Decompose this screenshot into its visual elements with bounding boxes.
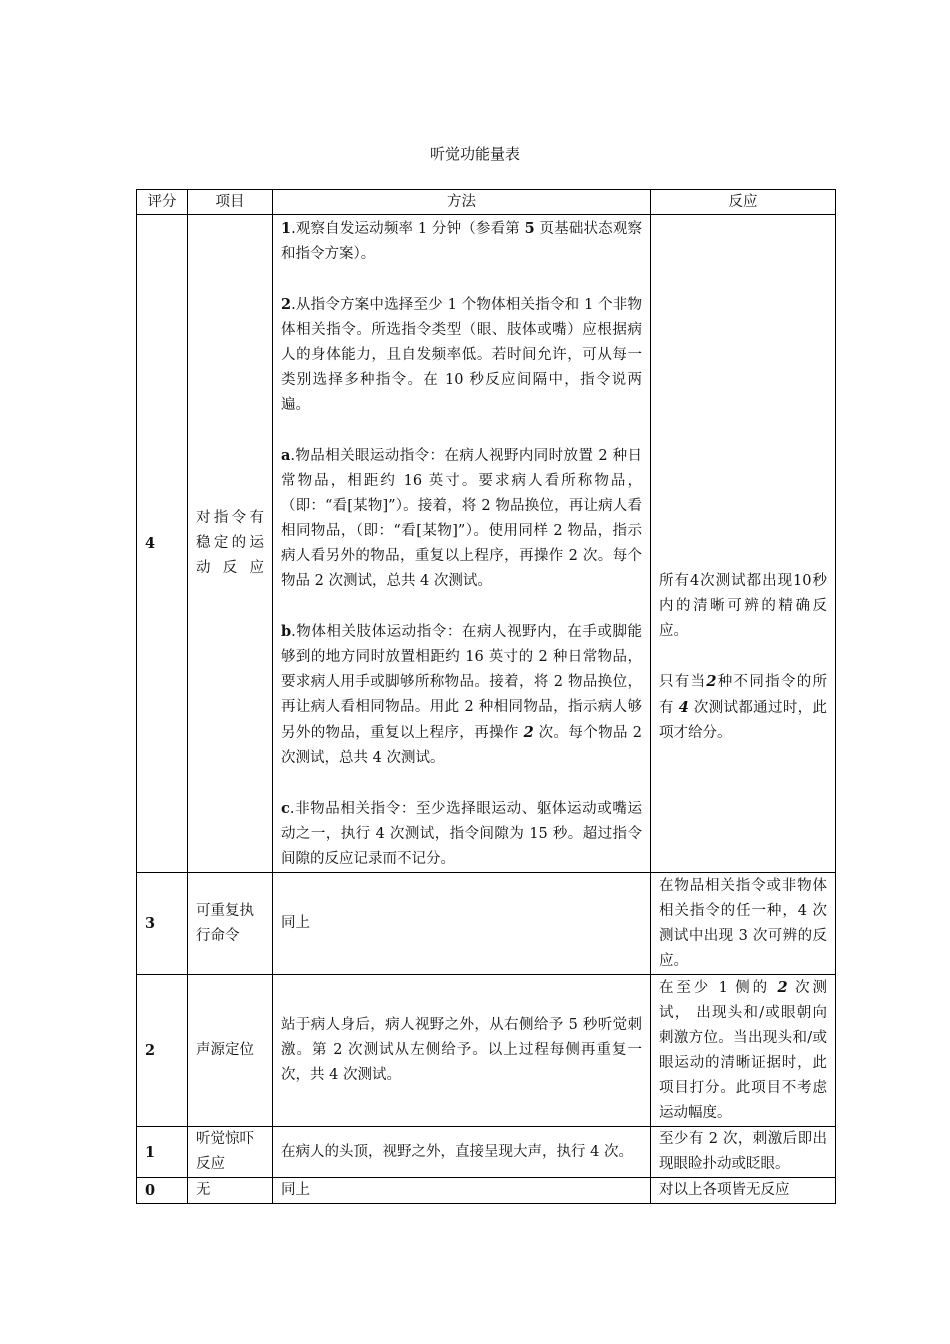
item-cell: 声源定位 (188, 975, 273, 1127)
item-cell: 听觉惊吓反应 (188, 1127, 273, 1178)
method-cell: 站于病人身后，病人视野之外，从右侧给予 5 秒听觉刺激。第 2 次测试从左侧给予。以上过程每侧再重复一次，共 4 次测试。 (273, 975, 651, 1127)
response-paragraph-1: 所有4次测试都出现10秒内的清晰可辨的精确反应。 (659, 572, 827, 639)
score-cell: 0 (137, 1178, 188, 1204)
item-cell: 无 (188, 1178, 273, 1204)
score-cell: 4 (137, 215, 188, 873)
page-title: 听觉功能量表 (429, 145, 520, 163)
header-score: 评分 (137, 190, 188, 215)
response-cell: 在物品相关指令或非物体相关指令的任一种，4 次测试中出现 3 次可辨的反应。 (651, 873, 836, 975)
response-cell: 在至少 1 侧的 2 次测试， 出现头和/或眼朝向刺激方位。当出现头和/或眼运动的清晰证据时，此项目打分。此项目不考虑运动幅度。 (651, 975, 836, 1127)
table-header-row (137, 190, 836, 215)
table-row (137, 975, 836, 1127)
item-cell: 对指令有稳定的运动反应 (188, 215, 273, 873)
header-method: 方法 (273, 190, 651, 215)
method-paragraph-a: a.物品相关眼运动指令：在病人视野内同时放置 2 种日常物品，相距约 16 英寸。要求病人看所称物品，（即：“看[某物]”）。接着，将 2 物品换位，再让病人看相同物品，（即：“看[某物]”）。使用同样 2 物品，指示病人看另外的物品，重复以上程序，再操作 2 次。每个物品 2 次测试，总共 4 次测试。 (281, 447, 642, 589)
score-cell: 3 (137, 873, 188, 975)
method-paragraph-1: 1.观察自发运动频率 1 分钟（参看第 5 页基础状态观察和指令方案）。 (281, 220, 643, 262)
response-cell: 对以上各项皆无反应 (651, 1178, 836, 1204)
header-item: 项目 (188, 190, 273, 215)
response-cell: 至少有 2 次，刺激后即出现眼睑扑动或眨眼。 (651, 1127, 836, 1178)
method-paragraph-2: 2.从指令方案中选择至少 1 个物体相关指令和 1 个非物体相关指令。所选指令类型（眼、肢体或嘴）应根据病人的身体能力，且自发频率低。若时间允许，可从每一类别选择多种指令。在 10 秒反应间隔中，指令说两遍。 (281, 296, 642, 413)
method-cell: 同上 (273, 1178, 651, 1204)
header-response: 反应 (651, 190, 836, 215)
method-cell (273, 215, 651, 873)
table-row (137, 215, 836, 873)
item-cell: 可重复执行命令 (188, 873, 273, 975)
table-row (137, 1127, 836, 1178)
table-row (137, 1178, 836, 1204)
method-paragraph-c: c.非物品相关指令：至少选择眼运动、躯体运动或嘴运动之一，执行 4 次测试，指令间隙为 15 秒。超过指令间隙的反应记录而不记分。 (281, 800, 642, 867)
method-cell: 在病人的头顶，视野之外，直接呈现大声，执行 4 次。 (273, 1127, 651, 1178)
response-cell (651, 215, 836, 873)
score-cell: 1 (137, 1127, 188, 1178)
response-paragraph-2: 只有当2种不同指令的所有 4 次测试都通过时，此项才给分。 (659, 672, 828, 741)
method-paragraph-b: b.物体相关肢体运动指令：在病人视野内，在手或脚能够到的地方同时放置相距约 16 英寸的 2 种日常物品，要求病人用手或脚够所称物品。接着，将 2 物品换位，再让病人看相同物品。用此 2 种相同物品，指示病人够另外的物品，重复以上程序，再操作 2 次。每个物品 2 次测试，总共 4 次测试。 (281, 623, 642, 766)
hearing-function-scale-table (136, 189, 836, 1204)
score-cell: 2 (137, 975, 188, 1127)
table-row (137, 873, 836, 975)
method-cell: 同上 (273, 873, 651, 975)
